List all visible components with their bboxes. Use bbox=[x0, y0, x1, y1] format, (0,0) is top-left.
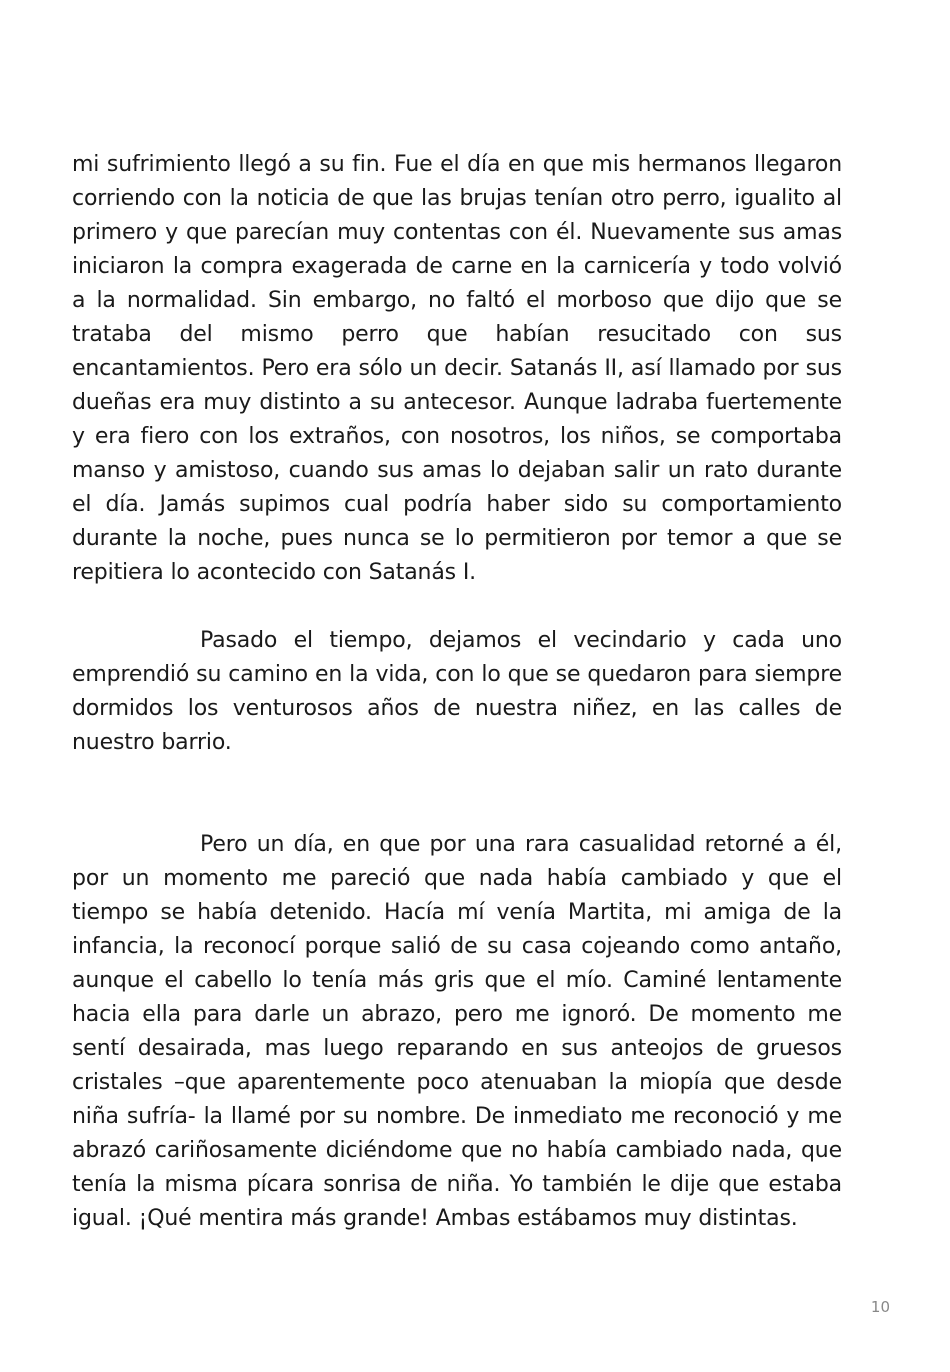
paragraph-1: mi sufrimiento llegó a su fin. Fue el día en que mis hermanos llegaron corriendo con la noticia de que las brujas tenían otro perro, igualito al primero y que parecían muy contentas con él. Nuevamente sus amas iniciaron la compra exagerada de carne en la carnicería y todo volvió a la normalidad. Sin embargo, no faltó el morboso que dijo que se trataba del mismo perro que habían resucitado con sus encantamientos. Pero era sólo un decir. Satanás II, así llamado por sus dueñas era muy distinto a su antecesor. Aunque ladraba fuertemente y era fiero con los extraños, con nosotros, los niños, se comportaba manso y amistoso, cuando sus amas lo dejaban salir un rato durante el día. Jamás supimos cual podría haber sido su comportamiento durante la noche, pues nunca se lo permitieron por temor a que se repitiera lo acontecido con Satanás I. bbox=[72, 152, 842, 585]
paragraph-2: Pasado el tiempo, dejamos el vecindario y cada uno emprendió su camino en la vida, con lo que se quedaron para siempre dormidos los venturosos años de nuestra niñez, en las calles de nuestro barrio. bbox=[72, 628, 842, 755]
document-body bbox=[72, 148, 842, 1236]
paragraph-3: Pero un día, en que por una rara casualidad retorné a él, por un momento me pareció que nada había cambiado y que el tiempo se había detenido. Hacía mí venía Martita, mi amiga de la infancia, la reconocí porque salió de su casa cojeando como antaño, aunque el cabello lo tenía más gris que el mío. Caminé lentamente hacia ella para darle un abrazo, pero me ignoró. De momento me sentí desairada, mas luego reparando en sus anteojos de gruesos cristales –que aparentemente poco atenuaban la miopía que desde niña sufría- la llamé por su nombre. De inmediato me reconoció y me abrazó cariñosamente diciéndome que no había cambiado nada, que tenía la misma pícara sonrisa de niña. Yo también le dije que estaba igual. ¡Qué mentira más grande! Ambas estábamos muy distintas. bbox=[72, 832, 842, 1231]
page-number: 10 bbox=[870, 1298, 890, 1316]
